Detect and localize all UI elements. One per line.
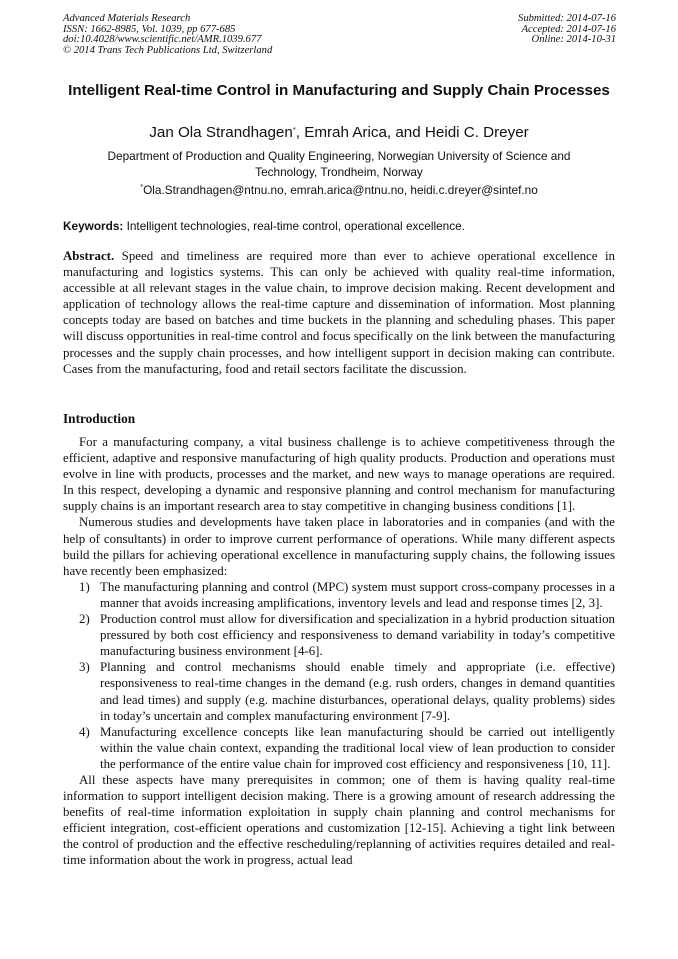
keywords-text: Intelligent technologies, real-time control, operational excellence. — [123, 219, 465, 233]
email-line — [63, 183, 615, 198]
list-item — [63, 611, 615, 659]
list-text: Planning and control mechanisms should enable timely and appropriate (i.e. effective) responsiveness to real-time changes in the demand (e.g. rush orders, changes in demand quantities and lead times) and supply (e.g. machine disturbances, operational delays, quality problems) sides in today’s uncertain and complex manufacturing environment [7-9]. — [100, 660, 615, 723]
intro-paragraph-3: All these aspects have many prerequisites in common; one of them is having quality real-time information to support intelligent decision making. There is a growing amount of research addressing the benefits of real-time information exploitation in supply chain planning and control mechanisms for efficient integration, cost-efficient operations and customization [12-15]. Achieving a tight link between the control of production and the effective rescheduling/replanning of activities requires detailed and real-time information about the work in progress, actual lead — [63, 772, 615, 868]
list-item — [63, 659, 615, 723]
keywords — [63, 219, 615, 234]
journal-header-right — [518, 14, 616, 46]
intro-paragraph-2: Numerous studies and developments have taken place in laboratories and in companies (and with the help of consultants) in order to improve current performance of operations. While many different aspects build the pillars for achieving operational excellence in manufacturing supply chains, the following issues have recently been emphasized: — [63, 515, 615, 578]
abstract-label: Abstract. — [63, 249, 115, 263]
email-addresses: Ola.Strandhagen@ntnu.no, emrah.arica@ntnu.no, heidi.c.dreyer@sintef.no — [143, 183, 538, 197]
email-mark: * — [140, 182, 144, 191]
accepted-date: Accepted: 2014-07-16 — [521, 23, 616, 35]
paper-title: Intelligent Real-time Control in Manufacturing and Supply Chain Processes — [68, 82, 610, 99]
journal-header-left — [63, 14, 272, 56]
introduction-heading: Introduction — [63, 411, 136, 426]
copyright-line: © 2014 Trans Tech Publications Ltd, Switzerland — [63, 44, 273, 56]
list-number: 2) — [79, 612, 90, 627]
abstract-text: Speed and timeliness are required more than ever to achieve operational excellence in manufacturing and logistics systems. This can only be achieved with quality real-time information, accessible at all relevant stages in the value chain, to improve decision making. Recent development and application of technology allows the real-time capture and dissemination of information. Most planning concepts today are based on batches and time buckets in the planning and scheduling phases. This paper will discuss opportunities in real-time control and focus specifically on the link between the manufacturing processes and the supply chain processes, and how intelligent support in decision making can contribute. Cases from the manufacturing, food and retail sectors facilitate the discussion. — [63, 249, 615, 376]
corresponding-mark: * — [292, 125, 296, 134]
list-text: The manufacturing planning and control (MPC) system must support cross-company processes in a manner that avoids increasing amplifications, inventory levels and lead and response times [2, 3]. — [100, 579, 615, 610]
list-number: 4) — [79, 724, 90, 739]
other-authors: , Emrah Arica, and Heidi C. Dreyer — [295, 124, 529, 141]
list-text: Production control must allow for diversification and specialization in a hybrid production situation pressured by both cost efficiency and responsiveness to demand variability in today’s competitive manufacturing business environment [4-6]. — [100, 612, 615, 659]
intro-paragraph-1: For a manufacturing company, a vital business challenge is to achieve competitiveness through the efficient, adaptive and responsive manufacturing of high quality products. Production and operations must evolve in line with products, processes and the market, and new ways to manage operations are required. In this respect, developing a dynamic and responsive planning and control mechanism for manufacturing supply chains is an important research area to stay competitive in changing business conditions [1]. — [63, 435, 615, 514]
abstract — [63, 248, 615, 377]
list-number: 1) — [79, 579, 90, 594]
keywords-label: Keywords: — [63, 219, 124, 233]
issues-list — [63, 579, 615, 772]
author-list — [63, 124, 615, 142]
list-number: 3) — [79, 660, 90, 675]
online-date: Online: 2014-10-31 — [531, 34, 616, 46]
introduction-body — [63, 434, 615, 869]
list-item — [63, 579, 615, 611]
affiliation: Department of Production and Quality Engineering, Norwegian University of Science and Technology, Trondheim, Norway — [107, 149, 571, 179]
journal-name: Advanced Materials Research — [63, 13, 191, 24]
doi-line: doi:10.4028/www.scientific.net/AMR.1039.677 — [63, 34, 262, 46]
list-item — [63, 724, 615, 772]
submitted-date: Submitted: 2014-07-16 — [518, 13, 616, 24]
list-text: Manufacturing excellence concepts like lean manufacturing should be carried out intelligently within the value chain context, expanding the traditional local view of lean production to consider the performance of the entire value chain for improved cost efficiency and responsiveness [10, 11]. — [100, 724, 615, 771]
issn-line: ISSN: 1662-8985, Vol. 1039, pp 677-685 — [63, 23, 236, 35]
first-author: Jan Ola Strandhagen — [149, 124, 293, 141]
